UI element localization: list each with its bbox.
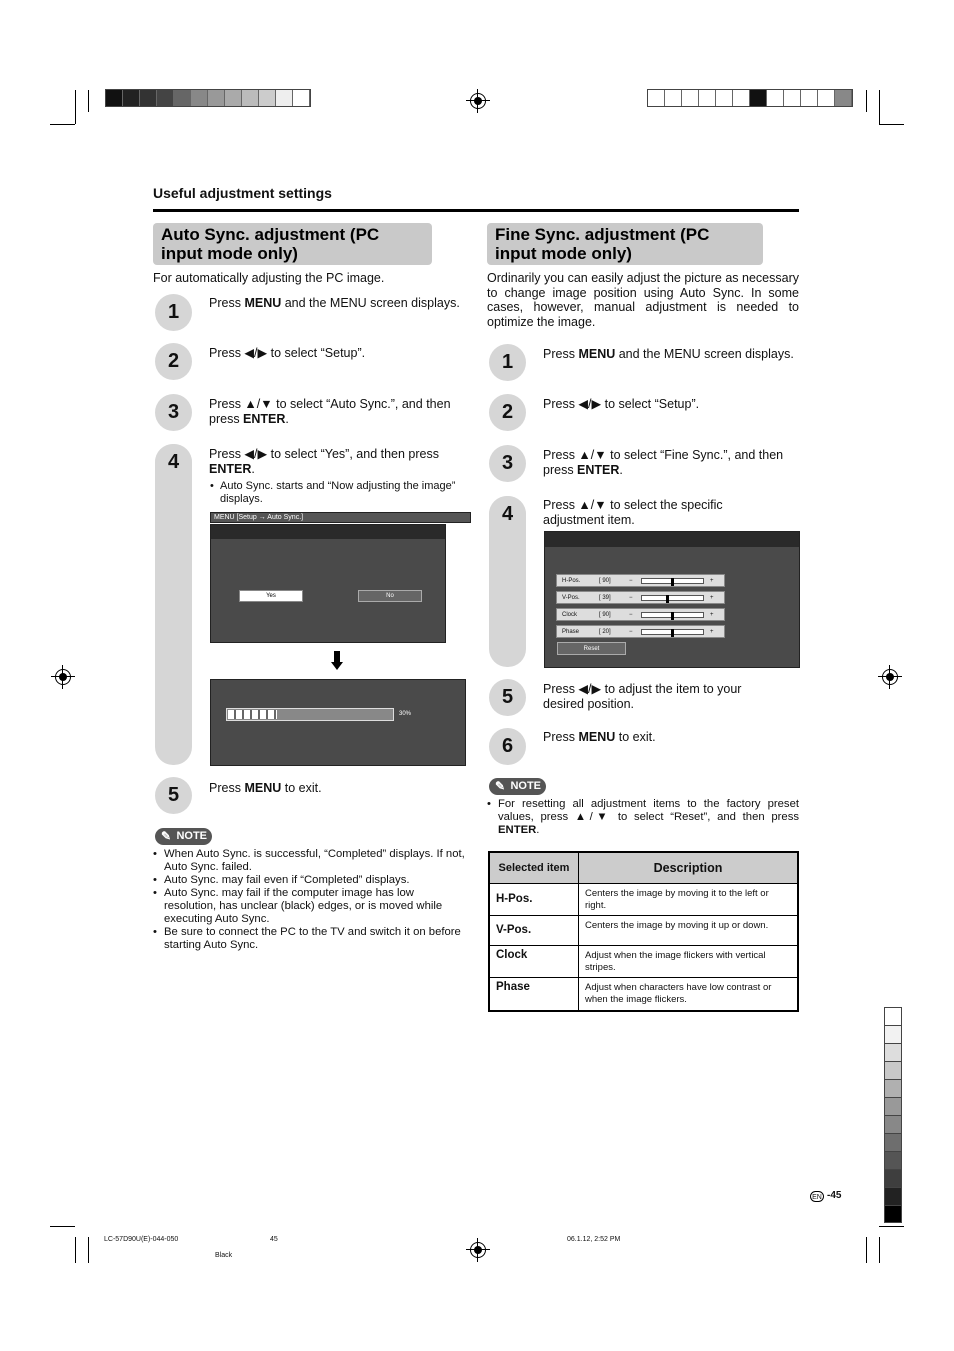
fine-sync-heading: Fine Sync. adjustment (PC input mode only) — [487, 223, 763, 265]
slider-thumb[interactable] — [671, 612, 674, 620]
fine-sync-notes — [487, 798, 799, 837]
note-item: • For resetting all adjustment items to the factory preset values, press ▲/▼ to select “Reset”, and then press ENTER. — [487, 798, 799, 837]
reset-button[interactable]: Reset — [557, 642, 626, 655]
plus-icon: + — [710, 578, 714, 584]
slider-row-phase[interactable] — [556, 625, 725, 638]
step-text: Press ▲/▼ to select “Auto Sync.”, and then press ENTER. — [209, 397, 451, 426]
step-text: Press MENU and the MENU screen displays. — [543, 347, 794, 361]
table-row — [489, 916, 798, 946]
progress-fill — [228, 710, 277, 719]
note-badge: ✎ NOTE — [489, 778, 546, 795]
step-sub-bullet: • Auto Sync. starts and “Now adjusting the image” displays. — [210, 480, 456, 505]
minus-icon: − — [629, 629, 633, 635]
page-number: -45 — [827, 1190, 842, 1201]
step-text: Press ▲/▼ to select “Fine Sync.”, and then press ENTER. — [543, 448, 784, 477]
pencil-icon: ✎ — [161, 829, 172, 843]
step-number: 4 — [489, 496, 526, 533]
section-title: Useful adjustment settings — [153, 185, 332, 201]
step-text: Press MENU to exit. — [543, 730, 656, 744]
plus-icon: + — [710, 595, 714, 601]
footer-doc-code: LC-57D90U(E)-044-050 — [104, 1236, 179, 1243]
note-item: • When Auto Sync. is successful, “Completed” displays. If not, Auto Sync. failed. — [153, 848, 466, 874]
minus-icon: − — [629, 612, 633, 618]
arrow-down-icon — [331, 651, 343, 670]
step-number: 2 — [489, 394, 526, 431]
step-number: 3 — [155, 394, 192, 431]
registration-mark-icon — [882, 669, 898, 685]
minus-icon: − — [629, 595, 633, 601]
auto-sync-notes — [153, 848, 466, 952]
slider-thumb[interactable] — [666, 595, 669, 603]
footer-color: Black — [215, 1252, 233, 1259]
step-number: 1 — [155, 294, 192, 331]
header-rule — [153, 209, 799, 212]
note-item: • Auto Sync. may fail even if “Completed” displays. — [153, 874, 466, 887]
language-badge: EN — [810, 1191, 824, 1202]
menu-breadcrumb-bar: MENU [Setup → Auto Sync.] — [210, 512, 471, 523]
note-item: • Be sure to connect the PC to the TV and switch it on before starting Auto Sync. — [153, 926, 466, 952]
step-number: 5 — [155, 777, 192, 814]
registration-mark-icon — [470, 1242, 486, 1258]
slider-value: [ 39] — [599, 595, 611, 601]
fine-sync-intro: Ordinarily you can easily adjust the picture as necessary to change image position using Auto Sync. In some cases, however, manual adjustment is needed to optimize the image. — [487, 271, 799, 329]
table-row — [489, 884, 798, 916]
slider-row-clock[interactable] — [556, 608, 725, 621]
slider-row-hpos[interactable] — [556, 574, 725, 587]
step-number: 1 — [489, 344, 526, 381]
table-cell-desc: Centers the image by moving it to the left or right. — [579, 884, 799, 916]
step-number: 2 — [155, 343, 192, 380]
step-text: Press ◀/▶ to select “Yes”, and then press ENTER. — [209, 447, 439, 476]
table-cell-item: H-Pos. — [489, 884, 579, 916]
step-text: Press ◀/▶ to select “Setup”. — [543, 397, 700, 411]
plus-icon: + — [710, 612, 714, 618]
auto-sync-heading: Auto Sync. adjustment (PC input mode only) — [153, 223, 432, 265]
table-header: Selected item — [489, 852, 579, 884]
step-number: 6 — [489, 728, 526, 765]
table-row — [489, 978, 798, 1011]
table-cell-item: Clock — [489, 946, 579, 978]
note-badge: ✎ NOTE — [155, 828, 212, 845]
plus-icon: + — [710, 629, 714, 635]
slider-label: H-Pos. — [562, 578, 581, 584]
pencil-icon: ✎ — [495, 779, 506, 793]
yes-button[interactable]: Yes — [239, 590, 303, 602]
minus-icon: − — [629, 578, 633, 584]
auto-sync-intro: For automatically adjusting the PC image. — [153, 271, 385, 285]
color-bar-right — [647, 89, 853, 107]
step-number: 3 — [489, 445, 526, 482]
slider-label: Clock — [562, 612, 578, 618]
registration-mark-icon — [55, 669, 71, 685]
table-cell-desc: Centers the image by moving it up or down. — [579, 916, 799, 946]
table-row — [489, 946, 798, 978]
step-number: 5 — [489, 679, 526, 716]
progress-bar — [226, 708, 394, 721]
adjustment-items-table — [488, 851, 799, 1012]
color-bar-left — [105, 89, 311, 107]
adjusting-screen — [210, 679, 466, 766]
note-item: • Auto Sync. may fail if the computer image has low resolution, has unclear (black) edges, or is moved while executing Auto Sync. — [153, 887, 466, 926]
progress-label: 30% — [399, 711, 412, 717]
table-cell-item: Phase — [489, 978, 579, 1011]
step-text: Press MENU and the MENU screen displays. — [209, 296, 460, 310]
registration-mark-icon — [470, 93, 486, 109]
table-cell-item: V-Pos. — [489, 916, 579, 946]
step-text: Press ◀/▶ to select “Setup”. — [209, 346, 366, 360]
slider-thumb[interactable] — [671, 578, 674, 586]
slider-label: Phase — [562, 629, 580, 635]
slider-track[interactable] — [641, 595, 704, 601]
footer-page: 45 — [270, 1236, 278, 1243]
table-header-row — [489, 852, 798, 884]
auto-sync-screen — [210, 524, 446, 643]
table-cell-desc: Adjust when characters have low contrast or when the image flickers. — [579, 978, 799, 1011]
no-button[interactable]: No — [358, 590, 422, 602]
slider-track[interactable] — [641, 612, 704, 618]
slider-track[interactable] — [641, 578, 704, 584]
table-cell-desc: Adjust when the image flickers with vertical stripes. — [579, 946, 799, 978]
footer-date: 06.1.12, 2:52 PM — [567, 1236, 621, 1243]
slider-thumb[interactable] — [671, 629, 674, 637]
step-text: Press MENU to exit. — [209, 781, 322, 795]
slider-value: [ 90] — [599, 612, 611, 618]
slider-row-vpos[interactable] — [556, 591, 725, 604]
step-rail — [155, 444, 192, 765]
step-number: 4 — [155, 444, 192, 481]
step-text: Press ▲/▼ to select the specific adjustment item. — [543, 498, 723, 527]
grey-scale-strip — [884, 1007, 902, 1223]
step-text: Press ◀/▶ to adjust the item to your desired position. — [543, 682, 742, 711]
table-header: Description — [579, 852, 799, 884]
slider-value: [ 20] — [599, 629, 611, 635]
slider-label: V-Pos. — [562, 595, 580, 601]
slider-track[interactable] — [641, 629, 704, 635]
slider-value: [ 90] — [599, 578, 611, 584]
